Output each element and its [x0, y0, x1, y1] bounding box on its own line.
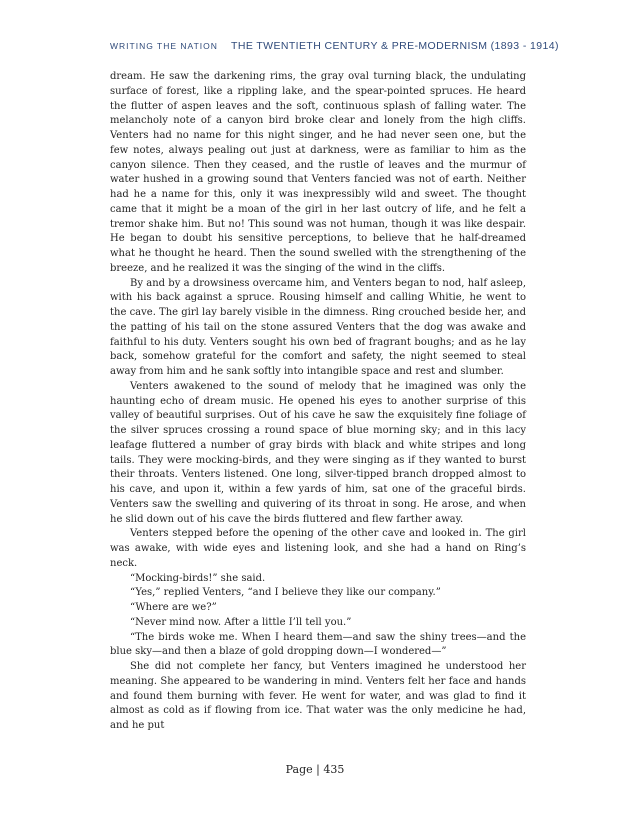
paragraph: “Where are we?”: [130, 602, 217, 613]
paragraph: “Never mind now. After a little I’ll tell you.”: [130, 616, 352, 628]
paragraph: Venters stepped before the opening of the other cave and looked in. The girl was awake, with wide eyes and listening look, and she had a hand on Ring’s neck.: [110, 528, 526, 569]
paragraph: “The birds woke me. When I heard them—and saw the shiny trees—and the blue sky—and then a blaze of gold dropping down—I wondered—”: [110, 631, 526, 658]
paragraph: “Mocking-birds!” she said.: [130, 572, 266, 584]
paragraph: “Yes,” replied Venters, “and I believe they like our company.”: [130, 587, 441, 599]
body-text: [110, 70, 526, 734]
paragraph: She did not complete her fancy, but Venters imagined he understood her meaning. She appeared to be wandering in mind. Venters felt her face and hands and found them burning with fever. He went for water, and was glad to find it almost as cold as if flowing from ice. That water was the only medicine he had, and he put: [110, 661, 526, 731]
header-title: THE TWENTIETH CENTURY & PRE-MODERNISM (1893 - 1914): [231, 40, 559, 52]
page-number: Page | 435: [285, 763, 345, 776]
paragraph: dream. He saw the darkening rims, the gray oval turning black, the undulating surface of forest, like a rippling lake, and the spear-pointed spruces. He heard the flutter of aspen leaves and the soft, continuous splash of falling water. The melancholy note of a canyon bird broke clear and lonely from the high cliffs. Venters had no name for this night singer, and he had never seen one, but the few notes, always pealing out just at darkness, were as familiar to him as the canyon silence. Then they ceased, and the rustle of leaves and the murmur of water hushed in a growing sound that Venters fancied was not of earth. Neither had he a name for this, only it was inexpressibly wild and sweet. The thought came that it might be a moan of the girl in her last outcry of life, and he felt a tremor shake him. But no! This sound was not human, though it was like despair. He began to doubt his sensitive perceptions, to believe that he half-dreamed what he thought he heard. Then the sound swelled with the strengthening of the breeze, and he realized it was the singing of the wind in the cliffs.: [110, 71, 526, 274]
running-header: [110, 40, 559, 52]
header-series: WRITING THE NATION: [110, 41, 218, 51]
paragraph: By and by a drowsiness overcame him, and Venters began to nod, half asleep, with his back against a spruce. Rousing himself and calling Whitie, he went to the cave. The girl lay barely visible in the dimness. Ring crouched beside her, and the patting of his tail on the stone assured Venters that the dog was awake and faithful to his duty. Venters sought his own bed of fragrant boughs; and as he lay back, somehow grateful for the comfort and safety, the night seemed to steal away from him and he sank softly into intangible space and rest and slumber.: [110, 277, 526, 377]
paragraph: Venters awakened to the sound of melody that he imagined was only the haunting echo of dream music. He opened his eyes to another surprise of this valley of beautiful surprises. Out of his cave he saw the exquisitely fine foliage of the silver spruces crossing a round space of blue morning sky; and in this lacy leafage fluttered a number of gray birds with black and white stripes and long tails. They were mocking-birds, and they were singing as if they wanted to burst their throats. Venters listened. One long, silver-tipped branch dropped almost to his cave, and upon it, within a few yards of him, sat one of the graceful birds. Venters saw the swelling and quivering of its throat in song. He arose, and when he slid down out of his cave the birds fluttered and flew farther away.: [110, 380, 526, 525]
